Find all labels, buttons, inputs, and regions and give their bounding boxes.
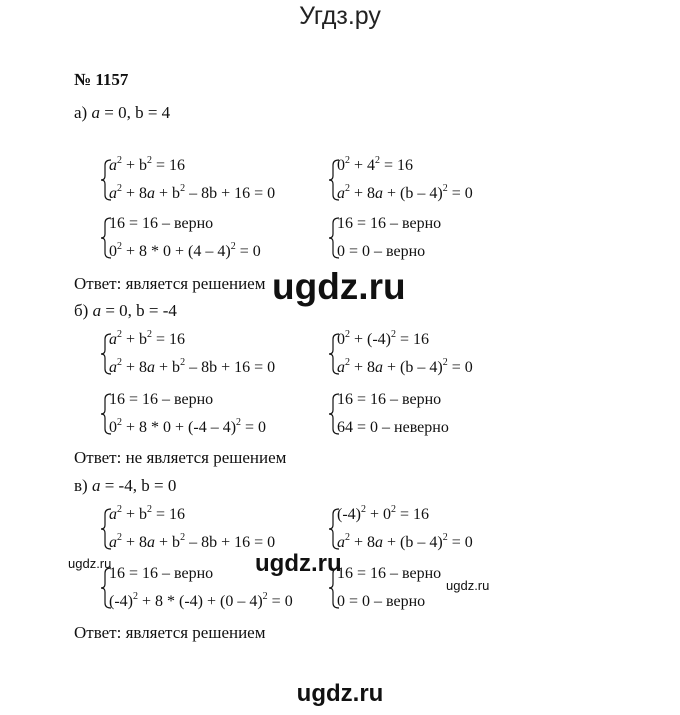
part-b-header: б) a = 0, b = -4 [74, 301, 177, 320]
site-title[interactable]: Угдз.ру [299, 2, 381, 30]
answer-c: Ответ: является решением [74, 623, 266, 642]
watermark-small-right: ugdz.ru [446, 578, 490, 593]
answer-a: Ответ: является решением [74, 274, 266, 293]
watermark-small-left: ugdz.ru [68, 556, 112, 571]
answer-b: Ответ: не является решением [74, 448, 287, 467]
part-a-header: а) a = 0, b = 4 [74, 103, 171, 122]
part-c-header: в) a = -4, b = 0 [74, 476, 177, 495]
task-number: № 1157 [74, 70, 129, 89]
watermark-large: ugdz.ru [272, 266, 406, 307]
watermark-medium: ugdz.ru [255, 550, 342, 577]
footer-site-link[interactable]: ugdz.ru [296, 680, 384, 707]
